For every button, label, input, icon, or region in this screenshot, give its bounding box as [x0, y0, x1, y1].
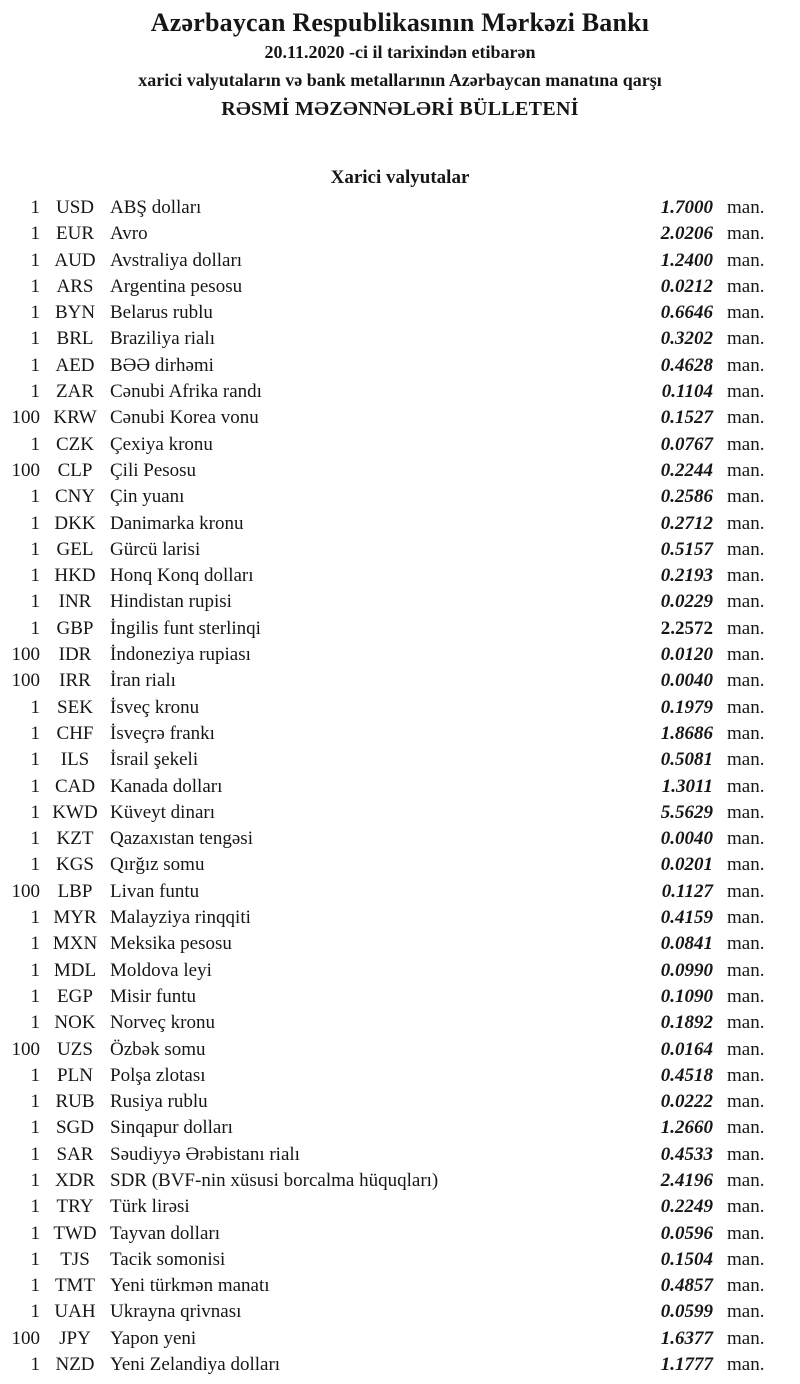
rate-value-cell: 0.6646: [660, 302, 713, 324]
quantity-cell: 100: [11, 670, 40, 692]
quantity-cell: 1: [30, 933, 40, 955]
unit-cell: man.: [727, 328, 765, 350]
currency-name-cell: İsveç kronu: [110, 696, 200, 718]
document-header: [0, 0, 800, 124]
table-row: [0, 826, 800, 852]
table-row: [0, 668, 800, 694]
currency-name-cell: Cənubi Afrika randı: [110, 381, 262, 403]
currency-code-cell: TJS: [60, 1248, 90, 1270]
table-row: [0, 537, 800, 563]
quantity-cell: 1: [30, 749, 40, 771]
rate-value-cell: 0.4518: [660, 1064, 713, 1086]
currency-name-cell: İndoneziya rupiası: [110, 644, 251, 666]
unit-cell: man.: [727, 1222, 765, 1244]
quantity-cell: 1: [30, 538, 40, 560]
bulletin-title: RƏSMİ MƏZƏNNƏLƏRİ BÜLLETENİ: [221, 98, 579, 120]
quantity-cell: 1: [30, 1301, 40, 1323]
currency-name-cell: Çili Pesosu: [110, 459, 197, 481]
unit-cell: man.: [727, 933, 765, 955]
unit-cell: man.: [727, 459, 765, 481]
table-row: [0, 747, 800, 773]
quantity-cell: 1: [30, 801, 40, 823]
quantity-cell: 1: [30, 1012, 40, 1034]
table-row: [0, 326, 800, 352]
unit-cell: man.: [727, 801, 765, 823]
currency-name-cell: ABŞ dolları: [110, 197, 202, 218]
rate-value-cell: 0.4628: [660, 354, 713, 376]
quantity-cell: 1: [30, 854, 40, 876]
quantity-cell: 100: [11, 407, 40, 429]
rate-value-cell: 0.1104: [661, 381, 713, 403]
currency-code-cell: ARS: [56, 275, 94, 297]
table-row: [0, 432, 800, 458]
currency-code-cell: XDR: [54, 1169, 96, 1191]
rate-value-cell: 0.1892: [660, 1012, 713, 1034]
quantity-cell: 1: [30, 1117, 40, 1139]
section-title-foreign-currencies: Xarici valyutalar: [330, 167, 470, 188]
currency-code-cell: SAR: [56, 1143, 94, 1165]
unit-cell: man.: [727, 749, 765, 771]
currency-name-cell: Malayziya rinqqiti: [110, 907, 251, 929]
currency-name-cell: Meksika pesosu: [110, 933, 232, 955]
table-row: [0, 1247, 800, 1273]
table-row: [0, 958, 800, 984]
table-row: [0, 721, 800, 747]
table-row: [0, 1221, 800, 1247]
currency-name-cell: Braziliya rialı: [110, 328, 215, 350]
currency-code-cell: UZS: [57, 1038, 93, 1060]
currency-code-cell: NZD: [55, 1354, 95, 1376]
quantity-cell: 1: [30, 328, 40, 350]
unit-cell: man.: [727, 722, 765, 744]
currency-name-cell: Sinqapur dolları: [110, 1117, 233, 1139]
currency-name-cell: Yapon yeni: [110, 1327, 197, 1349]
rate-value-cell: 0.5081: [660, 749, 713, 771]
rate-value-cell: 0.0596: [660, 1222, 713, 1244]
unit-cell: man.: [727, 354, 765, 376]
currency-name-cell: Çin yuanı: [110, 486, 185, 508]
currency-code-cell: AUD: [54, 249, 96, 271]
rate-value-cell: 2.2572: [660, 617, 713, 639]
unit-cell: man.: [727, 512, 765, 534]
table-row: [0, 1352, 800, 1378]
currency-name-cell: Tayvan dolları: [110, 1222, 220, 1244]
currency-name-cell: Avstraliya dolları: [110, 249, 243, 271]
rate-value-cell: 0.0040: [660, 670, 713, 692]
currency-code-cell: KZT: [56, 828, 94, 850]
quantity-cell: 100: [11, 1327, 40, 1349]
currency-name-cell: Danimarka kronu: [110, 512, 244, 534]
table-row: [0, 195, 800, 221]
quantity-cell: 1: [30, 302, 40, 324]
unit-cell: man.: [727, 907, 765, 929]
currency-code-cell: SEK: [57, 696, 93, 718]
unit-cell: man.: [727, 433, 765, 455]
rate-value-cell: 0.3202: [660, 328, 713, 350]
table-row: [0, 616, 800, 642]
unit-cell: man.: [727, 644, 765, 666]
currency-name-cell: Küveyt dinarı: [110, 801, 216, 823]
currency-name-cell: Hindistan rupisi: [110, 591, 232, 613]
currency-code-cell: MYR: [53, 907, 97, 929]
quantity-cell: 1: [30, 354, 40, 376]
unit-cell: man.: [727, 1091, 765, 1113]
currency-code-cell: CHF: [56, 722, 94, 744]
rate-value-cell: 2.0206: [660, 223, 713, 245]
table-row: [0, 300, 800, 326]
currency-code-cell: IDR: [58, 644, 92, 666]
rate-value-cell: 1.7000: [660, 197, 713, 218]
rate-value-cell: 0.0212: [660, 275, 713, 297]
unit-cell: man.: [727, 1327, 765, 1349]
rate-value-cell: 1.8686: [660, 722, 713, 744]
currency-code-cell: GEL: [56, 538, 94, 560]
currency-code-cell: ILS: [60, 749, 90, 771]
unit-cell: man.: [727, 1301, 765, 1323]
table-row: [0, 1037, 800, 1063]
rate-value-cell: 0.2586: [660, 486, 713, 508]
currency-code-cell: IRR: [59, 670, 91, 692]
quantity-cell: 1: [30, 828, 40, 850]
quantity-cell: 1: [30, 985, 40, 1007]
quantity-cell: 1: [30, 249, 40, 271]
unit-cell: man.: [727, 197, 765, 218]
currency-code-cell: USD: [55, 197, 94, 218]
table-row: [0, 774, 800, 800]
unit-cell: man.: [727, 538, 765, 560]
table-row: [0, 1089, 800, 1115]
rate-value-cell: 0.4533: [660, 1143, 713, 1165]
currency-code-cell: CLP: [57, 459, 93, 481]
table-row: [0, 248, 800, 274]
currency-code-cell: UAH: [54, 1301, 96, 1323]
currency-name-cell: Polşa zlotası: [110, 1064, 206, 1086]
quantity-cell: 1: [30, 197, 40, 218]
currency-name-cell: Rusiya rublu: [110, 1091, 208, 1113]
currency-code-cell: TWD: [53, 1222, 97, 1244]
rate-value-cell: 0.1527: [660, 407, 713, 429]
quantity-cell: 1: [30, 775, 40, 797]
quantity-cell: 1: [30, 1275, 40, 1297]
currency-name-cell: İngilis funt sterlinqi: [110, 617, 261, 639]
unit-cell: man.: [727, 959, 765, 981]
table-row: [0, 379, 800, 405]
quantity-cell: 1: [30, 275, 40, 297]
currency-name-cell: İran rialı: [110, 670, 176, 692]
table-row: [0, 353, 800, 379]
rate-value-cell: 0.1504: [660, 1248, 713, 1270]
table-row: [0, 1326, 800, 1352]
quantity-cell: 1: [30, 959, 40, 981]
subtitle-line: xarici valyutaların və bank metallarının Azərbaycan manatına qarşı: [138, 70, 662, 90]
rate-value-cell: 0.1979: [660, 696, 713, 718]
currency-name-cell: Qırğız somu: [110, 854, 205, 876]
currency-code-cell: KGS: [55, 854, 94, 876]
rate-value-cell: 0.4159: [660, 907, 713, 929]
currency-code-cell: LBP: [57, 880, 93, 902]
currency-name-cell: Cənubi Korea vonu: [110, 407, 259, 429]
table-row: [0, 1273, 800, 1299]
currency-name-cell: Honq Konq dolları: [110, 565, 254, 587]
quantity-cell: 1: [30, 1196, 40, 1218]
currency-name-cell: İsveçrə frankı: [110, 722, 215, 744]
table-row: [0, 511, 800, 537]
currency-name-cell: Qazaxıstan tengəsi: [110, 828, 253, 850]
quantity-cell: 1: [30, 722, 40, 744]
currency-name-cell: Belarus rublu: [110, 302, 213, 324]
unit-cell: man.: [727, 1169, 765, 1191]
unit-cell: man.: [727, 1196, 765, 1218]
table-row: [0, 221, 800, 247]
currency-code-cell: TRY: [56, 1196, 94, 1218]
unit-cell: man.: [727, 591, 765, 613]
currency-name-cell: Livan funtu: [110, 880, 200, 902]
currency-name-cell: Yeni Zelandiya dolları: [110, 1354, 281, 1376]
currency-code-cell: MXN: [52, 933, 98, 955]
unit-cell: man.: [727, 775, 765, 797]
rate-value-cell: 1.2400: [660, 249, 713, 271]
currency-name-cell: Kanada dolları: [110, 775, 223, 797]
currency-code-cell: CNY: [54, 486, 96, 508]
unit-cell: man.: [727, 249, 765, 271]
currency-name-cell: Gürcü larisi: [110, 538, 201, 560]
quantity-cell: 1: [30, 1064, 40, 1086]
currency-code-cell: KRW: [53, 407, 97, 429]
rate-value-cell: 0.0841: [660, 933, 713, 955]
currency-name-cell: Norveç kronu: [110, 1012, 215, 1034]
currency-name-cell: Çexiya kronu: [110, 433, 213, 455]
currency-code-cell: ZAR: [56, 381, 94, 403]
unit-cell: man.: [727, 617, 765, 639]
currency-name-cell: BƏƏ dirhəmi: [110, 354, 214, 376]
currency-name-cell: Yeni türkmən manatı: [110, 1275, 270, 1297]
unit-cell: man.: [727, 565, 765, 587]
unit-cell: man.: [727, 381, 765, 403]
table-row: [0, 1194, 800, 1220]
rate-value-cell: 0.2244: [660, 459, 713, 481]
currency-name-cell: Özbək somu: [110, 1038, 206, 1060]
unit-cell: man.: [727, 1038, 765, 1060]
table-row: [0, 458, 800, 484]
unit-cell: man.: [727, 1143, 765, 1165]
currency-code-cell: KWD: [52, 801, 98, 823]
rate-value-cell: 0.0599: [660, 1301, 713, 1323]
unit-cell: man.: [727, 275, 765, 297]
unit-cell: man.: [727, 1248, 765, 1270]
quantity-cell: 100: [11, 459, 40, 481]
rate-value-cell: 0.2712: [660, 512, 713, 534]
rate-value-cell: 0.0201: [660, 854, 713, 876]
unit-cell: man.: [727, 854, 765, 876]
table-row: [0, 931, 800, 957]
currency-code-cell: AED: [55, 354, 95, 376]
quantity-cell: 100: [11, 880, 40, 902]
unit-cell: man.: [727, 828, 765, 850]
rate-value-cell: 0.0120: [660, 644, 713, 666]
currency-code-cell: MDL: [53, 959, 97, 981]
rate-value-cell: 2.4196: [660, 1169, 713, 1191]
rate-value-cell: 0.2193: [660, 565, 713, 587]
rate-value-cell: 0.0040: [660, 828, 713, 850]
quantity-cell: 1: [30, 1091, 40, 1113]
unit-cell: man.: [727, 670, 765, 692]
quantity-cell: 1: [30, 486, 40, 508]
table-row: [0, 484, 800, 510]
currency-code-cell: NOK: [54, 1012, 96, 1034]
unit-cell: man.: [727, 880, 765, 902]
table-row: [0, 879, 800, 905]
currency-code-cell: RUB: [55, 1091, 95, 1113]
rate-value-cell: 0.1127: [661, 880, 713, 902]
rate-value-cell: 5.5629: [660, 801, 713, 823]
table-row: [0, 563, 800, 589]
rate-value-cell: 0.0767: [660, 433, 713, 455]
quantity-cell: 1: [30, 1169, 40, 1191]
currency-code-cell: BYN: [54, 302, 96, 324]
rate-value-cell: 0.1090: [660, 985, 713, 1007]
unit-cell: man.: [727, 223, 765, 245]
unit-cell: man.: [727, 1354, 765, 1376]
rate-value-cell: 1.3011: [661, 775, 713, 797]
quantity-cell: 1: [30, 1143, 40, 1165]
currency-code-cell: TMT: [54, 1275, 96, 1297]
table-row: [0, 405, 800, 431]
currency-name-cell: Ukrayna qrivnası: [110, 1301, 242, 1323]
currency-name-cell: Tacik somonisi: [110, 1248, 226, 1270]
quantity-cell: 1: [30, 512, 40, 534]
unit-cell: man.: [727, 486, 765, 508]
rate-value-cell: 0.4857: [660, 1275, 713, 1297]
table-row: [0, 800, 800, 826]
quantity-cell: 1: [30, 381, 40, 403]
currency-name-cell: Türk lirəsi: [110, 1196, 190, 1218]
currency-code-cell: CZK: [56, 433, 94, 455]
currency-code-cell: GBP: [56, 617, 94, 639]
table-row: [0, 1010, 800, 1036]
rate-value-cell: 0.0229: [660, 591, 713, 613]
table-row: [0, 1063, 800, 1089]
currency-code-cell: JPY: [59, 1327, 91, 1349]
table-row: [0, 1168, 800, 1194]
unit-cell: man.: [727, 302, 765, 324]
rate-value-cell: 1.2660: [660, 1117, 713, 1139]
exchange-rates-table: [0, 195, 800, 1378]
rate-value-cell: 0.5157: [660, 538, 713, 560]
unit-cell: man.: [727, 407, 765, 429]
table-row: [0, 274, 800, 300]
currency-name-cell: Argentina pesosu: [110, 275, 243, 297]
currency-code-cell: EGP: [57, 985, 93, 1007]
currency-code-cell: DKK: [54, 512, 96, 534]
bank-name-title: Azərbaycan Respublikasının Mərkəzi Bankı: [150, 8, 650, 37]
effective-date-line: 20.11.2020 -ci il tarixindən etibarən: [264, 42, 536, 62]
currency-name-cell: SDR (BVF-nin xüsusi borcalma hüquqları): [110, 1169, 439, 1191]
currency-code-cell: INR: [58, 591, 92, 613]
quantity-cell: 1: [30, 907, 40, 929]
rate-value-cell: 0.0164: [660, 1038, 713, 1060]
quantity-cell: 1: [30, 433, 40, 455]
unit-cell: man.: [727, 696, 765, 718]
unit-cell: man.: [727, 1064, 765, 1086]
unit-cell: man.: [727, 985, 765, 1007]
quantity-cell: 1: [30, 1222, 40, 1244]
quantity-cell: 1: [30, 591, 40, 613]
unit-cell: man.: [727, 1275, 765, 1297]
rate-value-cell: 1.6377: [660, 1327, 713, 1349]
currency-code-cell: BRL: [56, 328, 94, 350]
quantity-cell: 1: [30, 617, 40, 639]
unit-cell: man.: [727, 1012, 765, 1034]
currency-code-cell: CAD: [54, 775, 96, 797]
quantity-cell: 100: [11, 1038, 40, 1060]
currency-code-cell: SGD: [55, 1117, 94, 1139]
currency-name-cell: İsrail şekeli: [110, 749, 199, 771]
currency-code-cell: HKD: [54, 565, 96, 587]
currency-name-cell: Misir funtu: [110, 985, 197, 1007]
rate-value-cell: 0.0990: [660, 959, 713, 981]
table-row: [0, 905, 800, 931]
quantity-cell: 100: [11, 644, 40, 666]
table-row: [0, 589, 800, 615]
table-row: [0, 642, 800, 668]
quantity-cell: 1: [30, 223, 40, 245]
currency-name-cell: Səudiyyə Ərəbistanı rialı: [110, 1143, 300, 1165]
quantity-cell: 1: [30, 1354, 40, 1376]
table-row: [0, 1299, 800, 1325]
quantity-cell: 1: [30, 565, 40, 587]
currency-name-cell: Moldova leyi: [110, 959, 212, 981]
quantity-cell: 1: [30, 1248, 40, 1270]
rate-value-cell: 1.1777: [660, 1354, 713, 1376]
table-row: [0, 695, 800, 721]
rate-value-cell: 0.0222: [660, 1091, 713, 1113]
table-row: [0, 852, 800, 878]
rate-value-cell: 0.2249: [660, 1196, 713, 1218]
table-row: [0, 1115, 800, 1141]
table-row: [0, 984, 800, 1010]
currency-code-cell: EUR: [56, 223, 94, 245]
unit-cell: man.: [727, 1117, 765, 1139]
currency-code-cell: PLN: [57, 1064, 93, 1086]
quantity-cell: 1: [30, 696, 40, 718]
currency-name-cell: Avro: [110, 223, 148, 245]
table-row: [0, 1142, 800, 1168]
